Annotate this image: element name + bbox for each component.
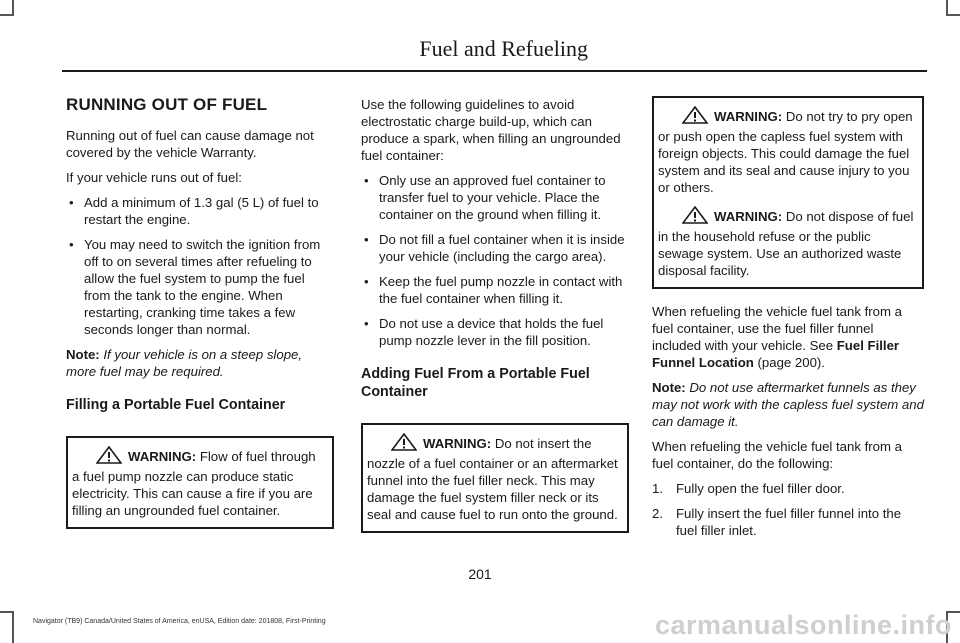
right-column bbox=[652, 96, 924, 547]
note bbox=[652, 379, 924, 430]
warning-text: Do not dispose of fuel in the household refuse or the public sewage system. Use an authorized waste disposal facility. bbox=[658, 209, 914, 278]
warning-entry bbox=[658, 106, 916, 196]
list-item: • Only use an approved fuel container to transfer fuel to your vehicle. Place the container on the ground when filling it. bbox=[361, 172, 629, 223]
section-heading: RUNNING OUT OF FUEL bbox=[66, 95, 268, 114]
step-number: 1. bbox=[652, 481, 663, 496]
list-item bbox=[652, 480, 924, 497]
crop-mark bbox=[0, 611, 14, 613]
note-text: If your vehicle is on a steep slope, more fuel may be required. bbox=[66, 347, 303, 379]
paragraph-text: When refueling the vehicle fuel tank from a fuel container, use the fuel filler funnel included with your vehicle. See bbox=[652, 304, 902, 353]
paragraph: When refueling the vehicle fuel tank from a fuel container, do the following: bbox=[652, 439, 902, 471]
crop-mark bbox=[12, 0, 14, 14]
bullet-list bbox=[361, 172, 629, 349]
warning-triangle-icon bbox=[96, 446, 122, 468]
warning-text: Do not insert the nozzle of a fuel container or an aftermarket funnel into the fuel filler neck. This may damage the fuel system filler neck or its seal and cause fuel to run onto the ground. bbox=[367, 436, 618, 522]
warning-label: WARNING: bbox=[423, 436, 492, 451]
warning-entry bbox=[658, 206, 916, 279]
subsection-heading: Adding Fuel From a Portable Fuel Container bbox=[361, 366, 590, 400]
warning-label: WARNING: bbox=[128, 449, 197, 464]
header-rule bbox=[62, 70, 927, 72]
warning-box bbox=[652, 96, 924, 289]
crop-mark bbox=[12, 613, 14, 643]
watermark: carmanualsonline.info bbox=[654, 610, 952, 640]
paragraph bbox=[652, 303, 924, 371]
warning-box bbox=[66, 436, 334, 529]
paragraph: Use the following guidelines to avoid electrostatic charge build-up, which can produce a spark, when filling an ungrounded fuel container: bbox=[361, 97, 621, 163]
warning-triangle-icon bbox=[391, 433, 417, 455]
paragraph: If your vehicle runs out of fuel: bbox=[66, 170, 242, 185]
crop-mark bbox=[946, 14, 960, 16]
edition-footer: Navigator (TB9) Canada/United States of America, enUSA, Edition date: 201808, First-Printing bbox=[33, 618, 326, 625]
list-item: • Do not use a device that holds the fuel pump nozzle lever in the fill position. bbox=[361, 315, 629, 349]
middle-column bbox=[361, 96, 629, 545]
left-column bbox=[66, 96, 334, 541]
step-text: Fully open the fuel filler door. bbox=[676, 481, 845, 496]
list-item: • Do not fill a fuel container when it is inside your vehicle (including the cargo area). bbox=[361, 231, 629, 265]
list-item bbox=[652, 505, 924, 539]
note-label: Note: bbox=[66, 347, 100, 362]
warning-text: Flow of fuel through a fuel pump nozzle can produce static electricity. This can cause a fire if you are filling an ungrounded fuel container. bbox=[72, 449, 316, 518]
crop-mark bbox=[0, 14, 14, 16]
cross-reference-link[interactable]: Fuel Filler Funnel Location bbox=[652, 338, 900, 370]
numbered-list bbox=[652, 480, 924, 539]
list-item: • You may need to switch the ignition from off to on several times after refueling to allow the fuel system to pump the fuel from the tank to the engine. When restarting, cranking time takes a few seconds longer than normal. bbox=[66, 236, 334, 338]
note-text: Do not use aftermarket funnels as they may not work with the capless fuel system and can damage it. bbox=[652, 380, 924, 429]
step-text: Fully insert the fuel filler funnel into the fuel filler inlet. bbox=[676, 506, 902, 538]
note bbox=[66, 346, 334, 380]
step-number: 2. bbox=[652, 506, 663, 521]
list-item: • Keep the fuel pump nozzle in contact with the fuel container when filling it. bbox=[361, 273, 629, 307]
page-number: 201 bbox=[468, 566, 492, 582]
list-item: • Add a minimum of 1.3 gal (5 L) of fuel to restart the engine. bbox=[66, 194, 334, 228]
warning-triangle-icon bbox=[682, 206, 708, 228]
page-reference: (page 200). bbox=[757, 355, 825, 370]
page-header-title: Fuel and Refueling bbox=[419, 36, 588, 61]
note-label: Note: bbox=[652, 380, 686, 395]
bullet-list bbox=[66, 194, 334, 338]
warning-label: WARNING: bbox=[714, 209, 783, 224]
warning-label: WARNING: bbox=[714, 109, 783, 124]
subsection-heading: Filling a Portable Fuel Container bbox=[66, 397, 286, 413]
crop-mark bbox=[946, 0, 948, 14]
warning-box bbox=[361, 423, 629, 533]
paragraph: Running out of fuel can cause damage not covered by the vehicle Warranty. bbox=[66, 128, 314, 160]
warning-text: Do not try to pry open or push open the capless fuel system with foreign objects. This could damage the fuel system and its seal and cause injury to you or others. bbox=[658, 109, 913, 195]
warning-triangle-icon bbox=[682, 106, 708, 128]
